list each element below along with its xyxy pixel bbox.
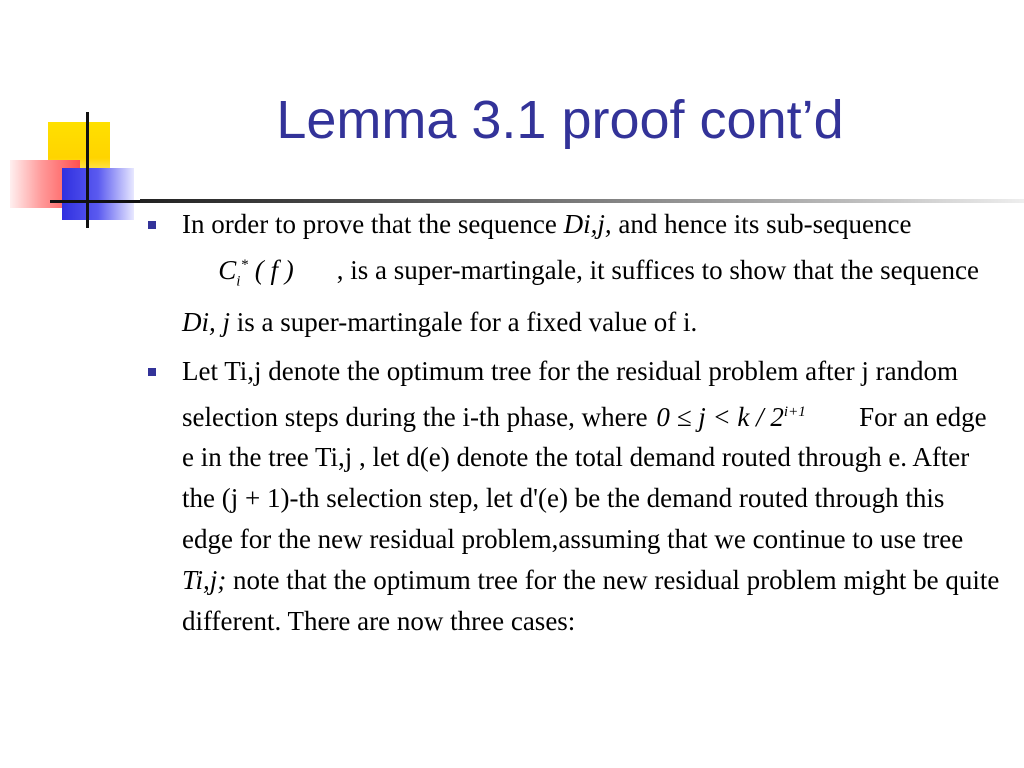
slide-body (140, 204, 1000, 641)
formula-j-range (654, 392, 852, 438)
slide-title: Lemma 3.1 proof cont’d (276, 90, 844, 150)
bullet-1 (140, 204, 1000, 343)
bullet-1-text-b: and hence its sub-sequence (611, 209, 912, 239)
bullet-2-italic-a: Ti,j; (182, 564, 227, 595)
formula-j-range-sup: i+1 (783, 403, 806, 420)
formula-c: C (218, 254, 237, 285)
logo-vertical-line (86, 112, 89, 228)
formula-j-range-main: 0 ≤ j < k / 2 (656, 401, 784, 432)
formula-c-star (182, 245, 330, 302)
bullet-square-icon (148, 221, 156, 229)
blue-square (62, 168, 134, 220)
decorative-logo (0, 0, 150, 240)
bullet-2-text-a: Let Ti,j denote the optimum tree for the residual problem after j random selection steps during the i-th phase, where (182, 355, 959, 432)
bullet-square-icon (148, 368, 156, 376)
title-divider (140, 199, 1024, 203)
bullet-1-italic-b: Di, j (182, 306, 231, 337)
bullet-2-text-c: note that the optimum tree for the new residual problem might be quite different. There are now three cases: (182, 564, 1000, 636)
bullet-1-italic-a: Di,j, (563, 209, 612, 239)
bullet-2-text-b: For an edge e in the tree Ti,j , let d(e) denote the total demand routed through e. After the (j + 1)-th selection step, let d'(e) be the demand routed through this edge for the new residual problem,assuming that we continue to use tree (182, 401, 987, 554)
logo-horizontal-line (50, 200, 150, 203)
formula-c-arg: ( f ) (247, 254, 294, 285)
bullet-1-text-c: , is a super-martingale, it suffices to show that the sequence (330, 254, 980, 285)
bullet-2 (140, 351, 1000, 642)
bullet-1-text-a: In order to prove that the sequence (182, 209, 564, 239)
formula-c-sub: i (236, 273, 241, 290)
bullet-1-text-d: is a super-martingale for a fixed value of i. (230, 306, 698, 337)
formula-c-sup: * (240, 256, 248, 273)
